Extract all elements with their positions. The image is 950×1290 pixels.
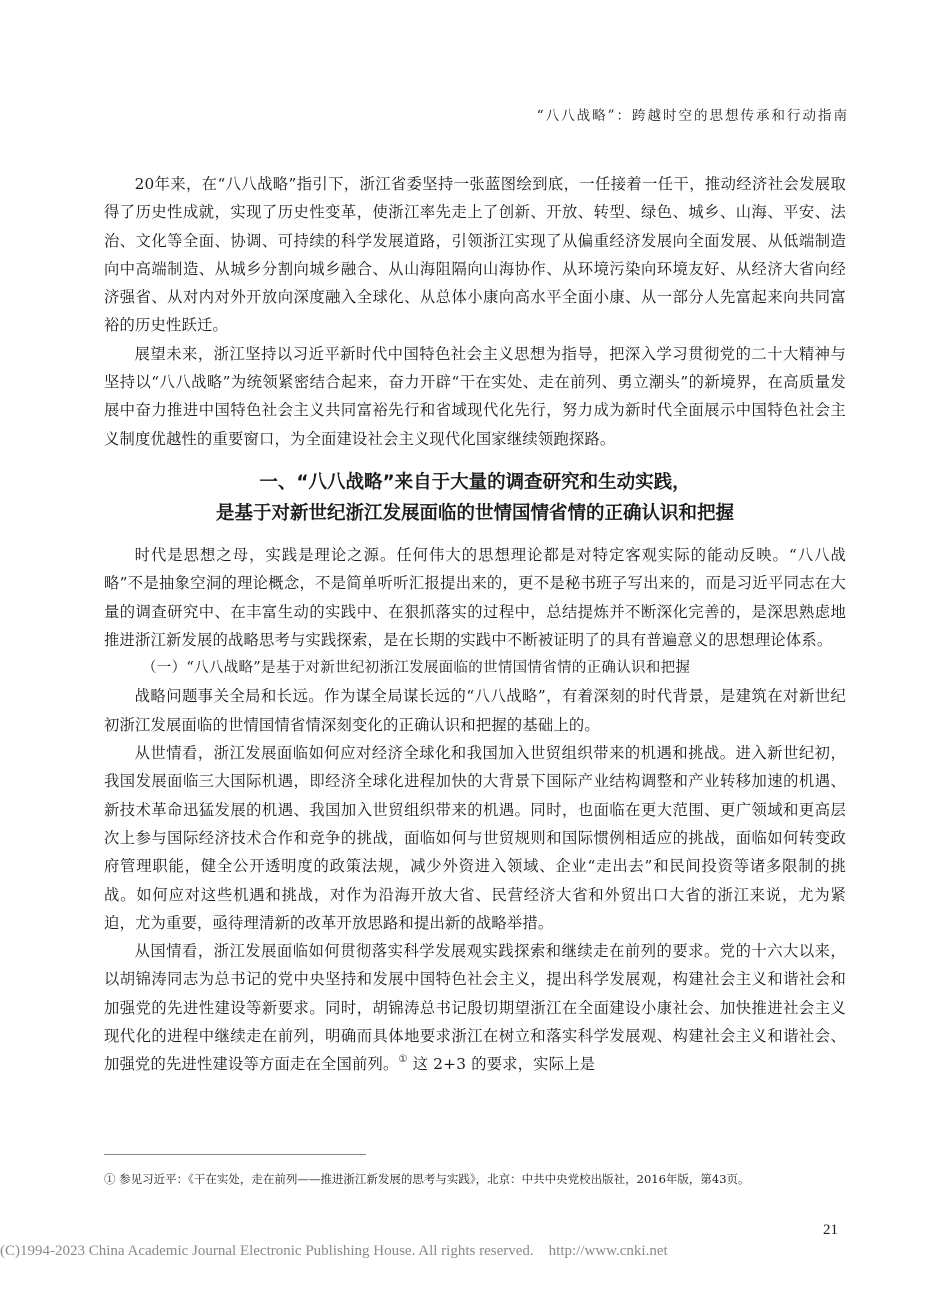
section-heading bbox=[104, 467, 846, 529]
section-paragraph: 时代是思想之母，实践是理论之源。任何伟大的思想理论都是对特定客观实际的能动反映。“八八战略”不是抽象空洞的理论概念，不是简单听听汇报提出来的，更不是秘书班子写出来的，而是习近平同志在大量的调查研究中、在丰富生动的实践中、在狠抓落实的过程中，总结提炼并不断深化完善的，是深思熟虑地推进浙江新发展的战略思考与实践探索，是在长期的实践中不断被证明了的具有普遍意义的思想理论体系。 bbox=[104, 545, 846, 649]
intro-paragraph-1: 20年来，在“八八战略”指引下，浙江省委坚持一张蓝图绘到底，一任接着一任干，推动经济社会发展取得了历史性成就，实现了历史性变革，使浙江率先走上了创新、开放、转型、绿色、城乡、山海、平安、法治、文化等全面、协调、可持续的科学发展道路，引领浙江实现了从偏重经济发展向全面发展、从低端制造向中高端制造、从城乡分割向城乡融合、从山海阻隔向山海协作、从环境污染向环境友好、从经济大省向经济强省、从对内对外开放向深度融入全球化、从总体小康向高水平全面小康、从一部分人先富起来向共同富裕的历史性跃迁。 bbox=[104, 175, 846, 335]
footnote: ① 参见习近平：《干在实处，走在前列——推进浙江新发展的思考与实践》，北京：中共中央党校出版社，2016年版，第43页。 bbox=[104, 1172, 750, 1186]
paragraph-tail: 这 2+3 的要求，实际上是 bbox=[407, 1055, 596, 1074]
paragraph-text: 从国情看，浙江发展面临如何贯彻落实科学发展观实践探索和继续走在前列的要求。党的十六大以来，以胡锦涛同志为总书记的党中央坚持和发展中国特色社会主义，提出科学发展观，构建社会主义和谐社会和加强党的先进性建设等新要求。同时，胡锦涛总书记殷切期望浙江在全面建设小康社会、加快推进社会主义现代化的进程中继续走在前列，明确而具体地要求浙江在树立和落实科学发展观、构建社会主义和谐社会、加强党的先进性建设等方面走在全国前列。 bbox=[104, 942, 846, 1074]
running-header: “八八战略”：跨越时空的思想传承和行动指南 bbox=[536, 108, 849, 124]
subsection-paragraph-3 bbox=[104, 937, 846, 1078]
footnote-reference[interactable]: ① bbox=[398, 1054, 408, 1066]
copyright-text: (C)1994-2023 China Academic Journal Electronic Publishing House. All rights reserved. bbox=[0, 1243, 534, 1259]
section-heading-line-2: 是基于对新世纪浙江发展面临的世情国情省情的正确认识和把握 bbox=[215, 502, 734, 524]
section-heading-line-1: 一、“八八战略”来自于大量的调查研究和生动实践， bbox=[259, 471, 691, 493]
subsection-heading: （一）“八八战略”是基于对新世纪初浙江发展面临的世情国情省情的正确认识和把握 bbox=[142, 660, 691, 677]
copyright-line bbox=[0, 1243, 668, 1260]
page-number: 21 bbox=[823, 1222, 838, 1238]
article-body bbox=[104, 170, 846, 1079]
intro-paragraph-2: 展望未来，浙江坚持以习近平新时代中国特色社会主义思想为指导，把深入学习贯彻党的二十大精神与坚持以“八八战略”为统领紧密结合起来，奋力开辟“干在实处、走在前列、勇立潮头”的新境界，在高质量发展中奋力推进中国特色社会主义共同富裕先行和省域现代化先行，努力成为新时代全面展示中国特色社会主义制度优越性的重要窗口，为全面建设社会主义现代化国家继续领跑探路。 bbox=[104, 344, 846, 448]
footnote-divider bbox=[104, 1154, 366, 1155]
subsection-paragraph-1: 战略问题事关全局和长远。作为谋全局谋长远的“八八战略”，有着深刻的时代背景，是建筑在对新世纪初浙江发展面临的世情国情省情深刻变化的正确认识和把握的基础上的。 bbox=[104, 687, 846, 734]
subsection-paragraph-2: 从世情看，浙江发展面临如何应对经济全球化和我国加入世贸组织带来的机遇和挑战。进入新世纪初，我国发展面临三大国际机遇，即经济全球化进程加快的大背景下国际产业结构调整和产业转移加速的机遇、新技术革命迅猛发展的机遇、我国加入世贸组织带来的机遇。同时，也面临在更大范围、更广领域和更高层次上参与国际经济技术合作和竞争的挑战，面临如何与世贸规则和国际惯例相适应的挑战，面临如何转变政府管理职能，健全公开透明度的政策法规，减少外资进入领域、企业“走出去”和民间投资等诸多限制的挑战。如何应对这些机遇和挑战，对作为沿海开放大省、民营经济大省和外贸出口大省的浙江来说，尤为紧迫，尤为重要，亟待理清新的改革开放思路和提出新的战略举措。 bbox=[104, 744, 846, 932]
cnki-link[interactable]: http://www.cnki.net bbox=[548, 1243, 668, 1259]
